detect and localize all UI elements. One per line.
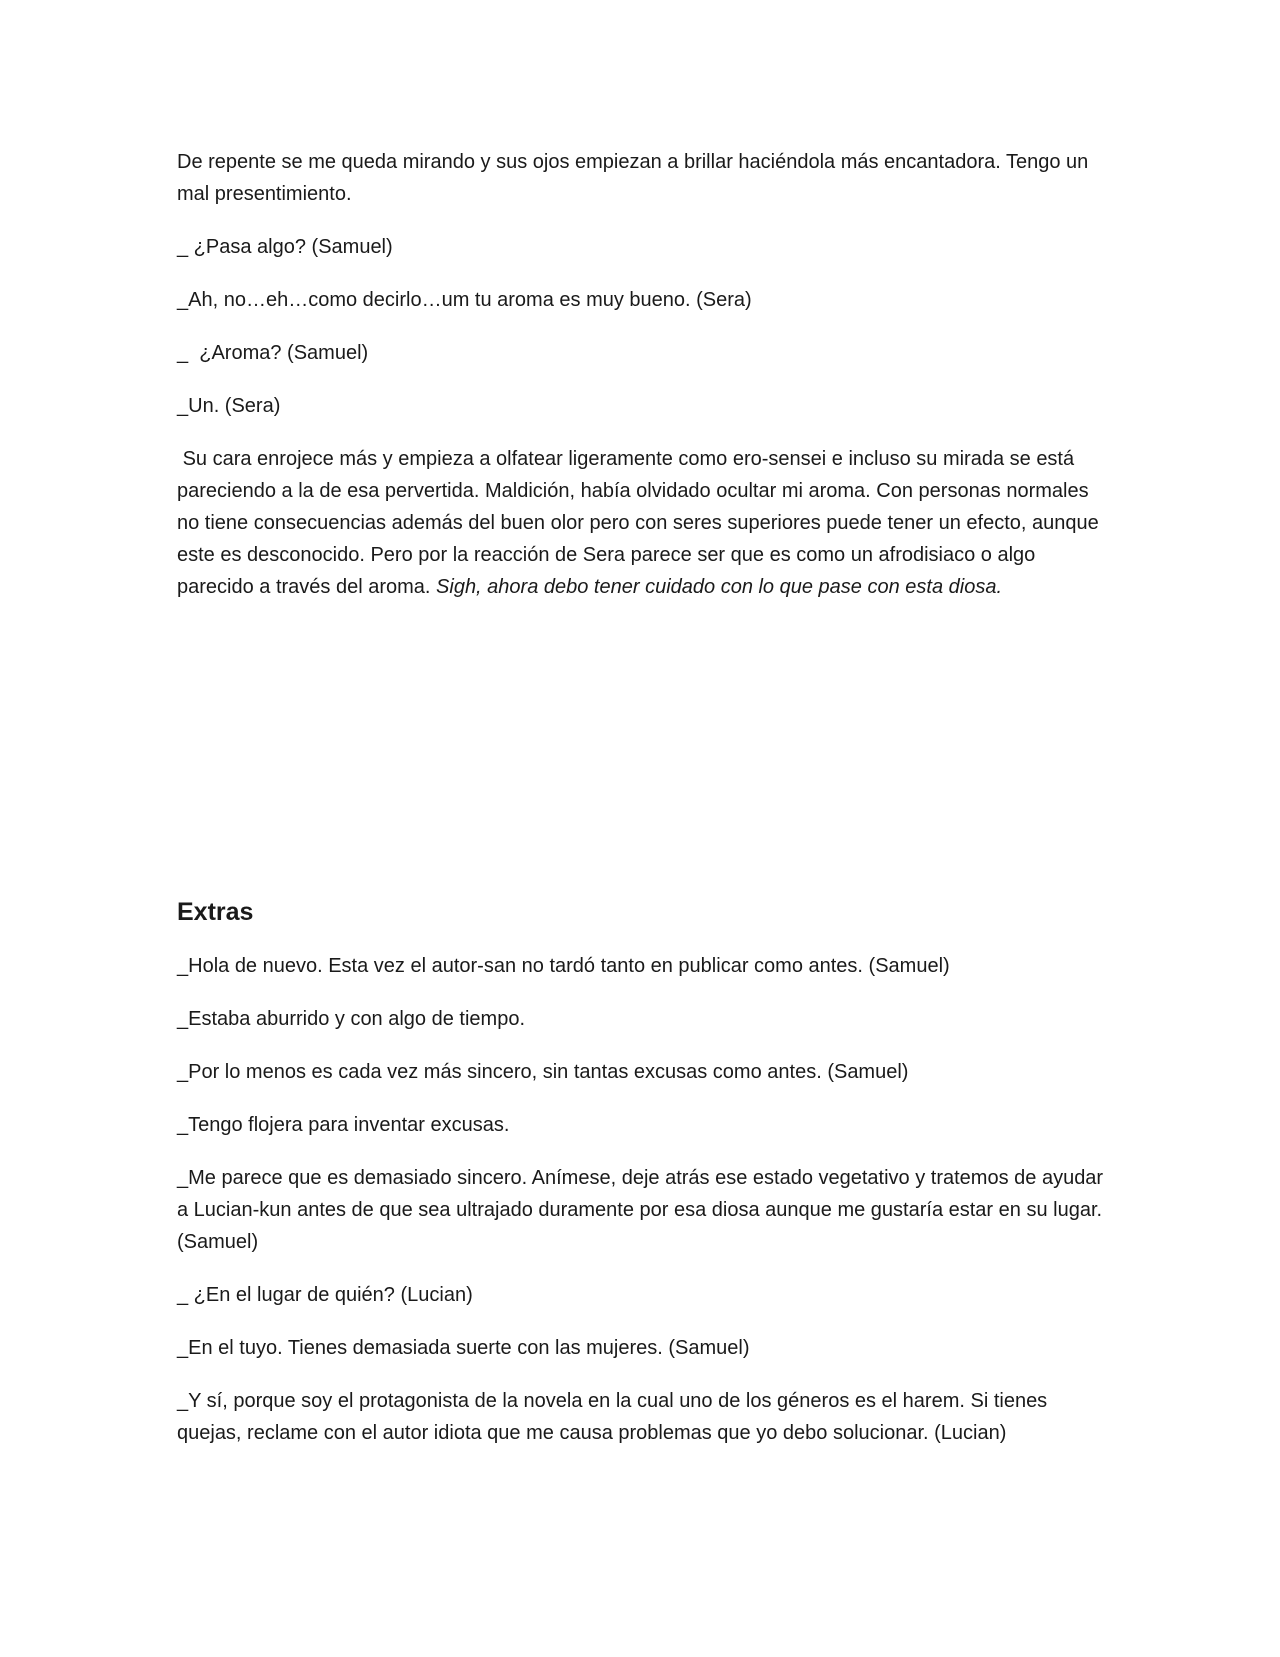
narration-paragraph: De repente se me queda mirando y sus ojos empiezan a brillar haciéndola más encantadora. Tengo un mal presentimiento. (177, 151, 1094, 205)
dialogue-line: _Por lo menos es cada vez más sincero, sin tantas excusas como antes. (Samuel) (177, 1061, 909, 1083)
dialogue-line: _Estaba aburrido y con algo de tiempo. (177, 1008, 525, 1030)
extras-section (177, 896, 1112, 1470)
section-heading: Extras (177, 898, 254, 926)
narration-paragraph (177, 443, 1112, 603)
dialogue-line: _ ¿En el lugar de quién? (Lucian) (177, 1284, 473, 1306)
dialogue-line: _Un. (Sera) (177, 395, 281, 417)
narration-text: Su cara enrojece más y empieza a olfatear ligeramente como ero-sensei e incluso su mirada se está pareciendo a la de esa pervertida. Maldición, había olvidado ocultar mi aroma. Con personas normales no tiene consecuencias además del buen olor pero con seres superiores puede tener un efecto, aunque este es desconocido. Pero por la reacción de Sera parece ser que es como un afrodisiaco o algo parecido a través del aroma. (177, 448, 1105, 598)
dialogue-line: _En el tuyo. Tienes demasiada suerte con las mujeres. (Samuel) (177, 1337, 750, 1359)
dialogue-line: _Hola de nuevo. Esta vez el autor-san no tardó tanto en publicar como antes. (Samuel) (177, 955, 950, 977)
dialogue-line: _Tengo flojera para inventar excusas. (177, 1114, 510, 1136)
dialogue-line: _Me parece que es demasiado sincero. Anímese, deje atrás ese estado vegetativo y tratemos de ayudar a Lucian-kun antes de que sea ultrajado duramente por esa diosa aunque me gustaría estar en su lugar. (Samuel) (177, 1167, 1109, 1253)
dialogue-line: _Ah, no…eh…como decirlo…um tu aroma es muy bueno. (Sera) (177, 289, 752, 311)
narration-italic-thought: Sigh, ahora debo tener cuidado con lo que pase con esta diosa. (436, 576, 1002, 598)
story-section (177, 146, 1112, 624)
dialogue-line: _Y sí, porque soy el protagonista de la novela en la cual uno de los géneros es el harem. Si tienes quejas, reclame con el autor idiota que me causa problemas que yo debo solucionar. (Lucian) (177, 1390, 1053, 1444)
dialogue-line: _ ¿Pasa algo? (Samuel) (177, 236, 393, 258)
dialogue-line: _ ¿Aroma? (Samuel) (177, 342, 369, 364)
